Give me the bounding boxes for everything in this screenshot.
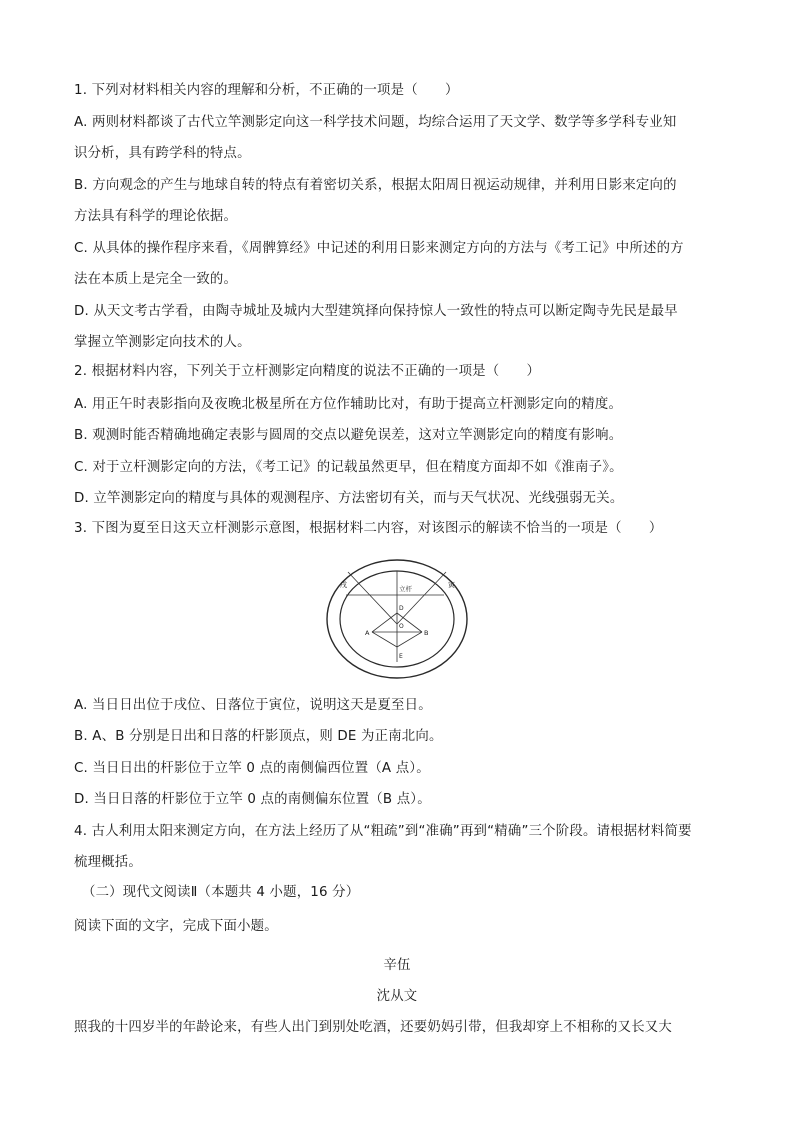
question-2-option-b: B. 观测时能否精确地确定表影与圆周的交点以避免误差，这对立竿测影定向的精度有影响。: [74, 428, 623, 443]
reading-instruction: 阅读下面的文字，完成下面小题。: [74, 919, 278, 934]
question-2-stem: 2. 根据材料内容，下列关于立杆测影定向精度的说法不正确的一项是（ ）: [74, 364, 541, 379]
question-2-option-d: D. 立竿测影定向的精度与具体的观测程序、方法密切有关，而与天气状况、光线强弱无关。: [74, 491, 624, 506]
question-1-option-d-line2: 掌握立竿测影定向技术的人。: [74, 335, 251, 350]
question-1-option-a-line2: 识分析，具有跨学科的特点。: [74, 146, 251, 161]
section-heading: （二）现代文阅读Ⅱ（本题共 4 小题，16 分）: [82, 885, 360, 900]
sunrise-ray: [348, 572, 397, 624]
label-xu: 戌: [340, 581, 347, 589]
passage-author: 沈从文: [376, 989, 418, 1004]
label-yin: 寅: [448, 581, 455, 589]
question-1-option-b-line1: B. 方向观念的产生与地球自转的特点有着密切关系，根据太阳周日视运动规律，并利用日影来定向的: [74, 178, 677, 193]
triangle-lower-left: [372, 632, 397, 647]
question-3-option-a: A. 当日日出位于戌位、日落位于寅位，说明这天是夏至日。: [74, 698, 432, 713]
question-3-option-d: D. 当日日落的杆影位于立竿 0 点的南侧偏东位置（B 点）。: [74, 792, 431, 807]
question-1-option-a-line1: A. 两则材料都谈了古代立竿测影定向这一科学技术问题，均综合运用了天文学、数学等多学科专业知: [74, 115, 677, 130]
question-1-option-c-line2: 法在本质上是完全一致的。: [74, 272, 238, 287]
passage-title: 辛伍: [383, 958, 411, 973]
label-e: E: [399, 653, 403, 660]
label-o: O: [399, 623, 404, 630]
label-a: A: [365, 629, 370, 637]
label-b: B: [424, 629, 429, 637]
label-pole: 立杆: [399, 585, 412, 593]
label-d: D: [399, 605, 404, 612]
question-3-option-c: C. 当日日出的杆影位于立竿 0 点的南侧偏西位置（A 点）。: [74, 761, 430, 776]
question-3-option-b: B. A、B 分别是日出和日落的杆影顶点，则 DE 为正南北向。: [74, 729, 443, 744]
question-2-option-a: A. 用正午时表影指向及夜晚北极星所在方位作辅助比对，有助于提高立杆测影定向的精度。: [74, 397, 623, 412]
shadow-measurement-diagram: [326, 558, 468, 680]
sunset-ray: [397, 572, 446, 624]
question-1-option-d-line1: D. 从天文考古学看，由陶寺城址及城内大型建筑择向保持惊人一致性的特点可以断定陶寺先民是最早: [74, 304, 678, 319]
question-2-option-c: C. 对于立杆测影定向的方法，《考工记》的记载虽然更早，但在精度方面却不如《淮南子》。: [74, 460, 623, 475]
question-4-line1: 4. 古人利用太阳来测定方向，在方法上经历了从“粗疏”到“准确”再到“精确”三个阶段。请根据材料简要: [74, 824, 692, 839]
question-3-stem: 3. 下图为夏至日这天立杆测影示意图，根据材料二内容，对该图示的解读不恰当的一项是（ ）: [74, 521, 663, 536]
passage-body-line1: 照我的十四岁半的年龄论来，有些人出门到别处吃酒，还要奶妈引带，但我却穿上不相称的又长又大: [74, 1020, 672, 1035]
triangle-edge-left: [372, 613, 397, 632]
question-1-option-b-line2: 方法具有科学的理论依据。: [74, 209, 238, 224]
question-1-stem: 1. 下列对材料相关内容的理解和分析，不正确的一项是（ ）: [74, 83, 459, 98]
triangle-lower-right: [397, 632, 422, 647]
question-1-option-c-line1: C. 从具体的操作程序来看，《周髀算经》中记述的利用日影来测定方向的方法与《考工记》中所述的方: [74, 241, 684, 256]
question-4-line2: 梳理概括。: [74, 855, 142, 870]
